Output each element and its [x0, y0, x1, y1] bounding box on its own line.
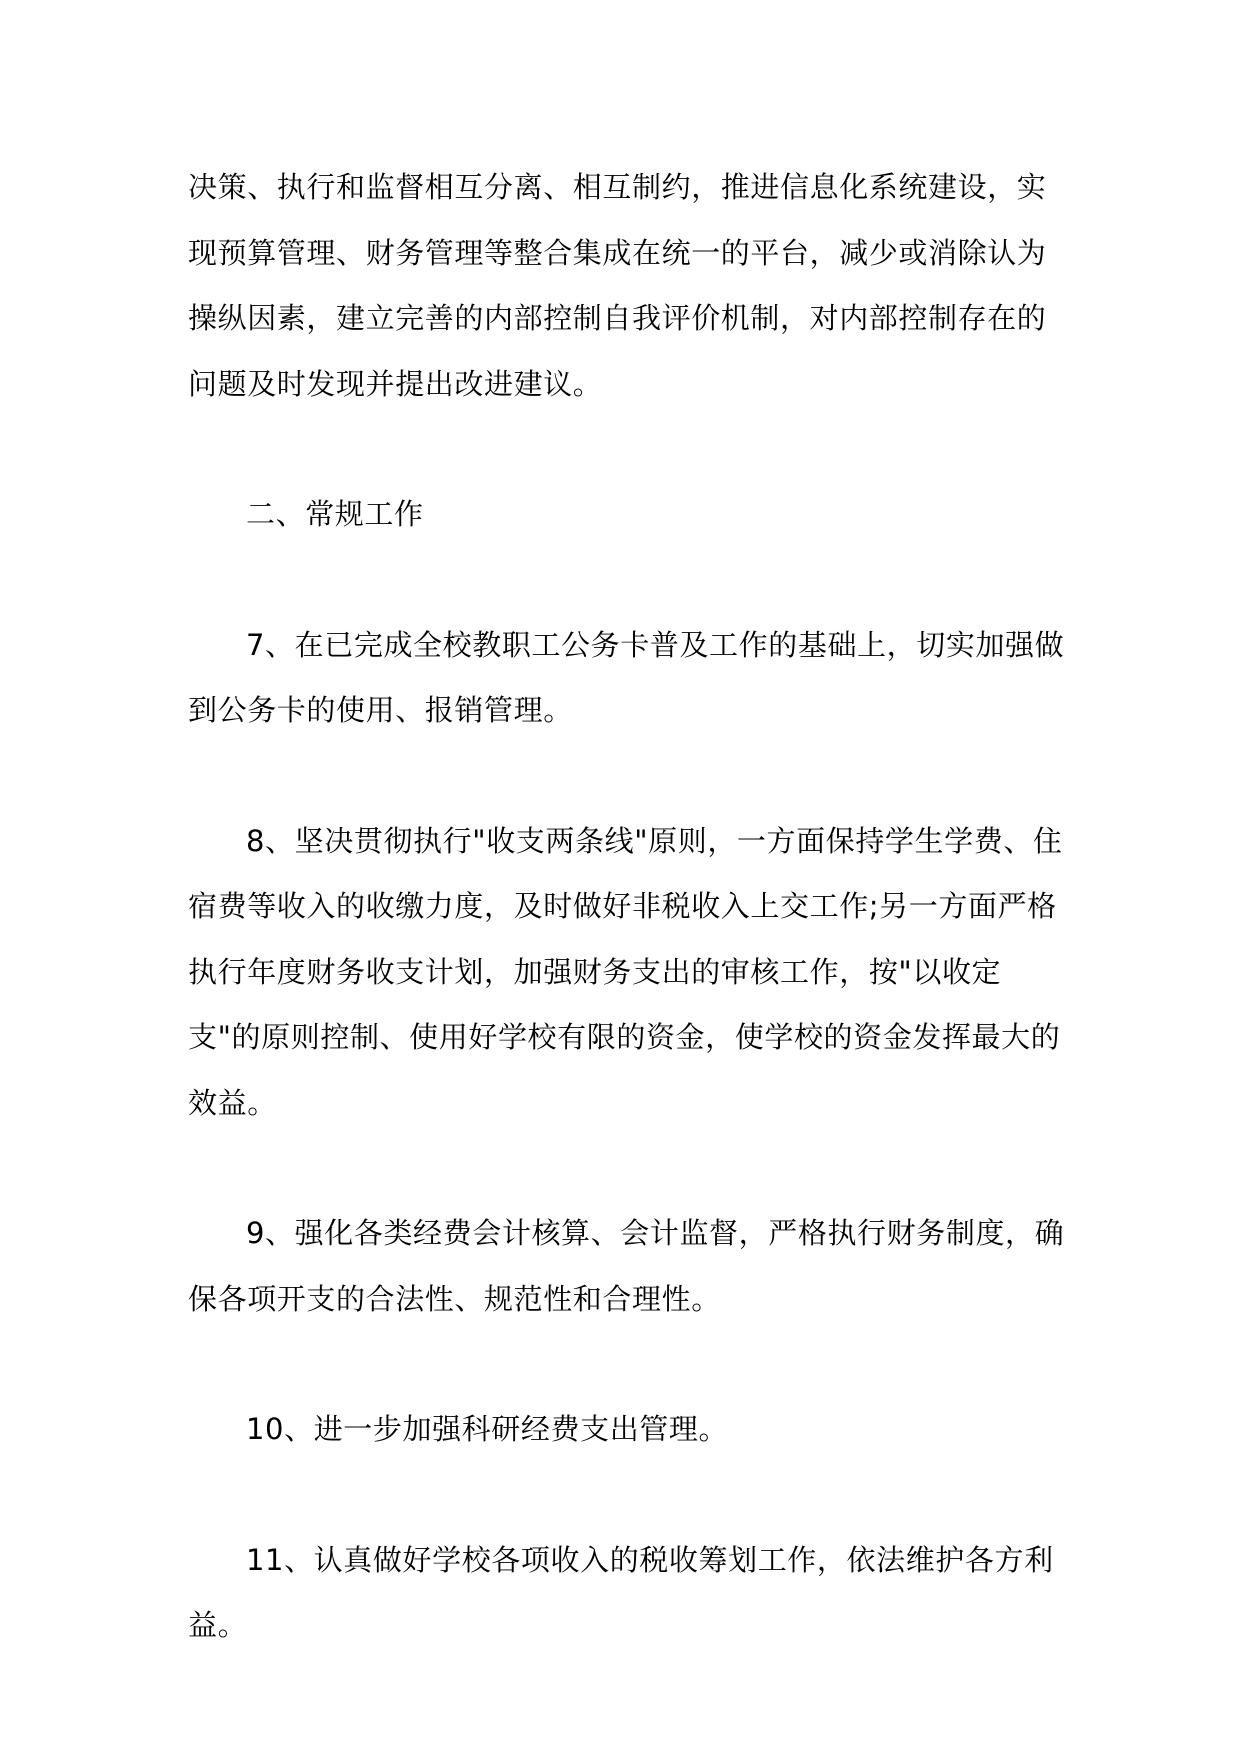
paragraph-item-10: 10、进一步加强科研经费支出管理。: [246, 1412, 729, 1446]
section-heading: 二、常规工作: [246, 497, 424, 531]
paragraph-item-8: 8、坚决贯彻执行"收支两条线"原则，一方面保持学生学费、住宿费等收入的收缴力度，及时做好非税收入上交工作;另一方面严格执行年度财务收支计划，加强财务支出的审核工作，按"以收定支"的原则控制、使用好学校有限的资金，使学校的资金发挥最大的效益。: [188, 823, 1063, 1120]
document-body: [188, 155, 1068, 1724]
paragraph-item-11: 11、认真做好学校各项收入的税收筹划工作，依法维护各方利益。: [188, 1542, 1054, 1642]
paragraph-continuation: 决策、执行和监督相互分离、相互制约，推进信息化系统建设，实现预算管理、财务管理等整合集成在统一的平台，减少或消除认为操纵因素，建立完善的内部控制自我评价机制，对内部控制存在的问题及时发现并提出改进建议。: [188, 170, 1047, 401]
paragraph-item-7: 7、在已完成全校教职工公务卡普及工作的基础上，切实加强做到公务卡的使用、报销管理。: [188, 627, 1065, 727]
paragraph-item-9: 9、强化各类经费会计核算、会计监督，严格执行财务制度，确保各项开支的合法性、规范性和合理性。: [188, 1216, 1065, 1316]
